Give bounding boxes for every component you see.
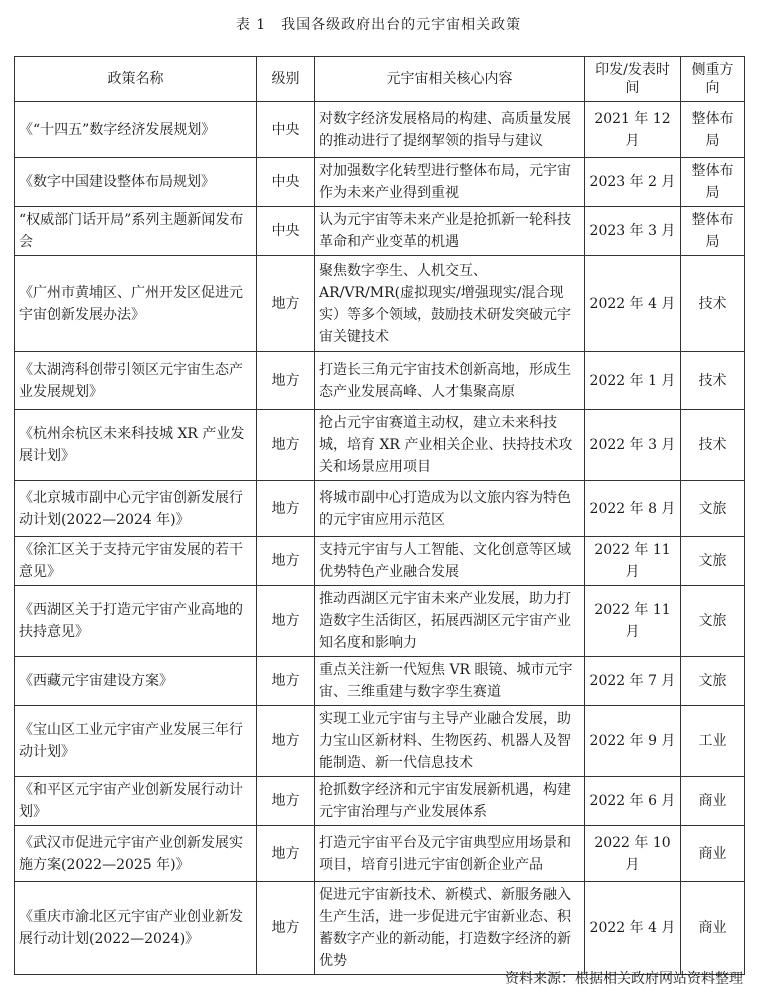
- date-cell: 2022 年 3 月: [585, 410, 681, 481]
- direction-cell: 技术: [681, 256, 745, 352]
- header-core-content: 元宇宙相关核心内容: [315, 57, 585, 102]
- core-content-cell: 支持元宇宙与人工智能、文化创意等区域优势特色产业融合发展: [315, 537, 585, 586]
- policy-name-cell: 《和平区元宇宙产业创新发展行动计划》: [15, 777, 257, 826]
- header-date: 印发/发表时间: [585, 57, 681, 102]
- level-cell: 中央: [257, 102, 315, 158]
- direction-cell: 商业: [681, 826, 745, 882]
- policy-table: [14, 56, 745, 975]
- table-row: [15, 537, 745, 586]
- table-body: [15, 102, 745, 975]
- table-row: [15, 706, 745, 777]
- table-row: [15, 352, 745, 410]
- date-cell: 2022 年 11月: [585, 537, 681, 586]
- level-cell: 地方: [257, 256, 315, 352]
- table-row: [15, 158, 745, 207]
- date-cell: 2022 年 11月: [585, 586, 681, 657]
- direction-cell: 整体布局: [681, 158, 745, 207]
- direction-cell: 技术: [681, 410, 745, 481]
- core-content-cell: 对加强数字化转型进行整体布局，元宇宙作为未来产业得到重视: [315, 158, 585, 207]
- core-content-cell: 促进元宇宙新技术、新模式、新服务融入生产生活，进一步促进元宇宙新业态、积蓄数字产业的新动能，打造数字经济的新优势: [315, 882, 585, 975]
- direction-cell: 工业: [681, 706, 745, 777]
- direction-cell: 整体布局: [681, 102, 745, 158]
- policy-name-cell: 《徐汇区关于支持元宇宙发展的若干意见》: [15, 537, 257, 586]
- direction-cell: 文旅: [681, 481, 745, 537]
- core-content-cell: 打造长三角元宇宙技术创新高地，形成生态产业发展高峰、人才集聚高原: [315, 352, 585, 410]
- level-cell: 地方: [257, 481, 315, 537]
- date-cell: 2022 年 9 月: [585, 706, 681, 777]
- source-note: 资料来源：根据相关政府网站资料整理: [505, 971, 743, 987]
- direction-cell: 商业: [681, 882, 745, 975]
- table-row: [15, 882, 745, 975]
- policy-name-cell: 《宝山区工业元宇宙产业发展三年行动计划》: [15, 706, 257, 777]
- table-row: [15, 586, 745, 657]
- table-caption: 表 1 我国各级政府出台的元宇宙相关政策: [235, 17, 522, 33]
- direction-cell: 技术: [681, 352, 745, 410]
- table-row: [15, 826, 745, 882]
- direction-cell: 文旅: [681, 537, 745, 586]
- date-cell: 2022 年 4 月: [585, 256, 681, 352]
- core-content-cell: 抢占元宇宙赛道主动权，建立未来科技城，培育 XR 产业相关企业、扶持技术攻关和场景应用项目: [315, 410, 585, 481]
- level-cell: 中央: [257, 207, 315, 256]
- level-cell: 地方: [257, 410, 315, 481]
- policy-name-cell: 《数字中国建设整体布局规划》: [15, 158, 257, 207]
- core-content-cell: 实现工业元宇宙与主导产业融合发展，助力宝山区新材料、生物医药、机器人及智能制造、新一代信息技术: [315, 706, 585, 777]
- level-cell: 地方: [257, 882, 315, 975]
- direction-cell: 文旅: [681, 657, 745, 706]
- date-cell: 2021 年 12月: [585, 102, 681, 158]
- header-direction: 侧重方向: [681, 57, 745, 102]
- policy-name-cell: 《“十四五”数字经济发展规划》: [15, 102, 257, 158]
- level-cell: 地方: [257, 352, 315, 410]
- direction-cell: 商业: [681, 777, 745, 826]
- policy-name-cell: 《杭州余杭区未来科技城 XR 产业发展计划》: [15, 410, 257, 481]
- date-cell: 2022 年 10月: [585, 826, 681, 882]
- policy-name-cell: “权威部门话开局”系列主题新闻发布会: [15, 207, 257, 256]
- table-row: [15, 777, 745, 826]
- table-row: [15, 410, 745, 481]
- date-cell: 2022 年 1 月: [585, 352, 681, 410]
- policy-name-cell: 《北京城市副中心元宇宙创新发展行动计划(2022—2024 年)》: [15, 481, 257, 537]
- level-cell: 中央: [257, 158, 315, 207]
- date-cell: 2022 年 4 月: [585, 882, 681, 975]
- policy-name-cell: 《太湖湾科创带引领区元宇宙生态产业发展规划》: [15, 352, 257, 410]
- table-row: [15, 481, 745, 537]
- table-row: [15, 657, 745, 706]
- policy-name-cell: 《广州市黄埔区、广州开发区促进元宇宙创新发展办法》: [15, 256, 257, 352]
- table-header-row: [15, 57, 745, 102]
- level-cell: 地方: [257, 706, 315, 777]
- date-cell: 2022 年 7 月: [585, 657, 681, 706]
- level-cell: 地方: [257, 537, 315, 586]
- level-cell: 地方: [257, 777, 315, 826]
- core-content-cell: 抢抓数字经济和元宇宙发展新机遇，构建元宇宙治理与产业发展体系: [315, 777, 585, 826]
- level-cell: 地方: [257, 826, 315, 882]
- core-content-cell: 重点关注新一代短焦 VR 眼镜、城市元宇宙、三维重建与数字孪生赛道: [315, 657, 585, 706]
- date-cell: 2023 年 3 月: [585, 207, 681, 256]
- core-content-cell: 将城市副中心打造成为以文旅内容为特色的元宇宙应用示范区: [315, 481, 585, 537]
- header-policy-name: 政策名称: [15, 57, 257, 102]
- policy-name-cell: 《武汉市促进元宇宙产业创新发展实施方案(2022—2025 年)》: [15, 826, 257, 882]
- core-content-cell: 聚焦数字孪生、人机交互、AR/VR/MR(虚拟现实/增强现实/混合现实）等多个领域，鼓励技术研发突破元宇宙关键技术: [315, 256, 585, 352]
- table-row: [15, 102, 745, 158]
- policy-name-cell: 《重庆市渝北区元宇宙产业创业新发展行动计划(2022—2024)》: [15, 882, 257, 975]
- direction-cell: 文旅: [681, 586, 745, 657]
- table-row: [15, 207, 745, 256]
- core-content-cell: 打造元宇宙平台及元宇宙典型应用场景和项目，培育引进元宇宙创新企业产品: [315, 826, 585, 882]
- date-cell: 2023 年 2 月: [585, 158, 681, 207]
- core-content-cell: 推动西湖区元宇宙未来产业发展，助力打造数字生活街区，拓展西湖区元宇宙产业知名度和影响力: [315, 586, 585, 657]
- policy-name-cell: 《西湖区关于打造元宇宙产业高地的扶持意见》: [15, 586, 257, 657]
- core-content-cell: 认为元宇宙等未来产业是抢抓新一轮科技革命和产业变革的机遇: [315, 207, 585, 256]
- level-cell: 地方: [257, 586, 315, 657]
- direction-cell: 整体布局: [681, 207, 745, 256]
- date-cell: 2022 年 6 月: [585, 777, 681, 826]
- date-cell: 2022 年 8 月: [585, 481, 681, 537]
- header-level: 级别: [257, 57, 315, 102]
- table-row: [15, 256, 745, 352]
- core-content-cell: 对数字经济发展格局的构建、高质量发展的推动进行了提纲挈领的指导与建议: [315, 102, 585, 158]
- level-cell: 地方: [257, 657, 315, 706]
- policy-name-cell: 《西藏元宇宙建设方案》: [15, 657, 257, 706]
